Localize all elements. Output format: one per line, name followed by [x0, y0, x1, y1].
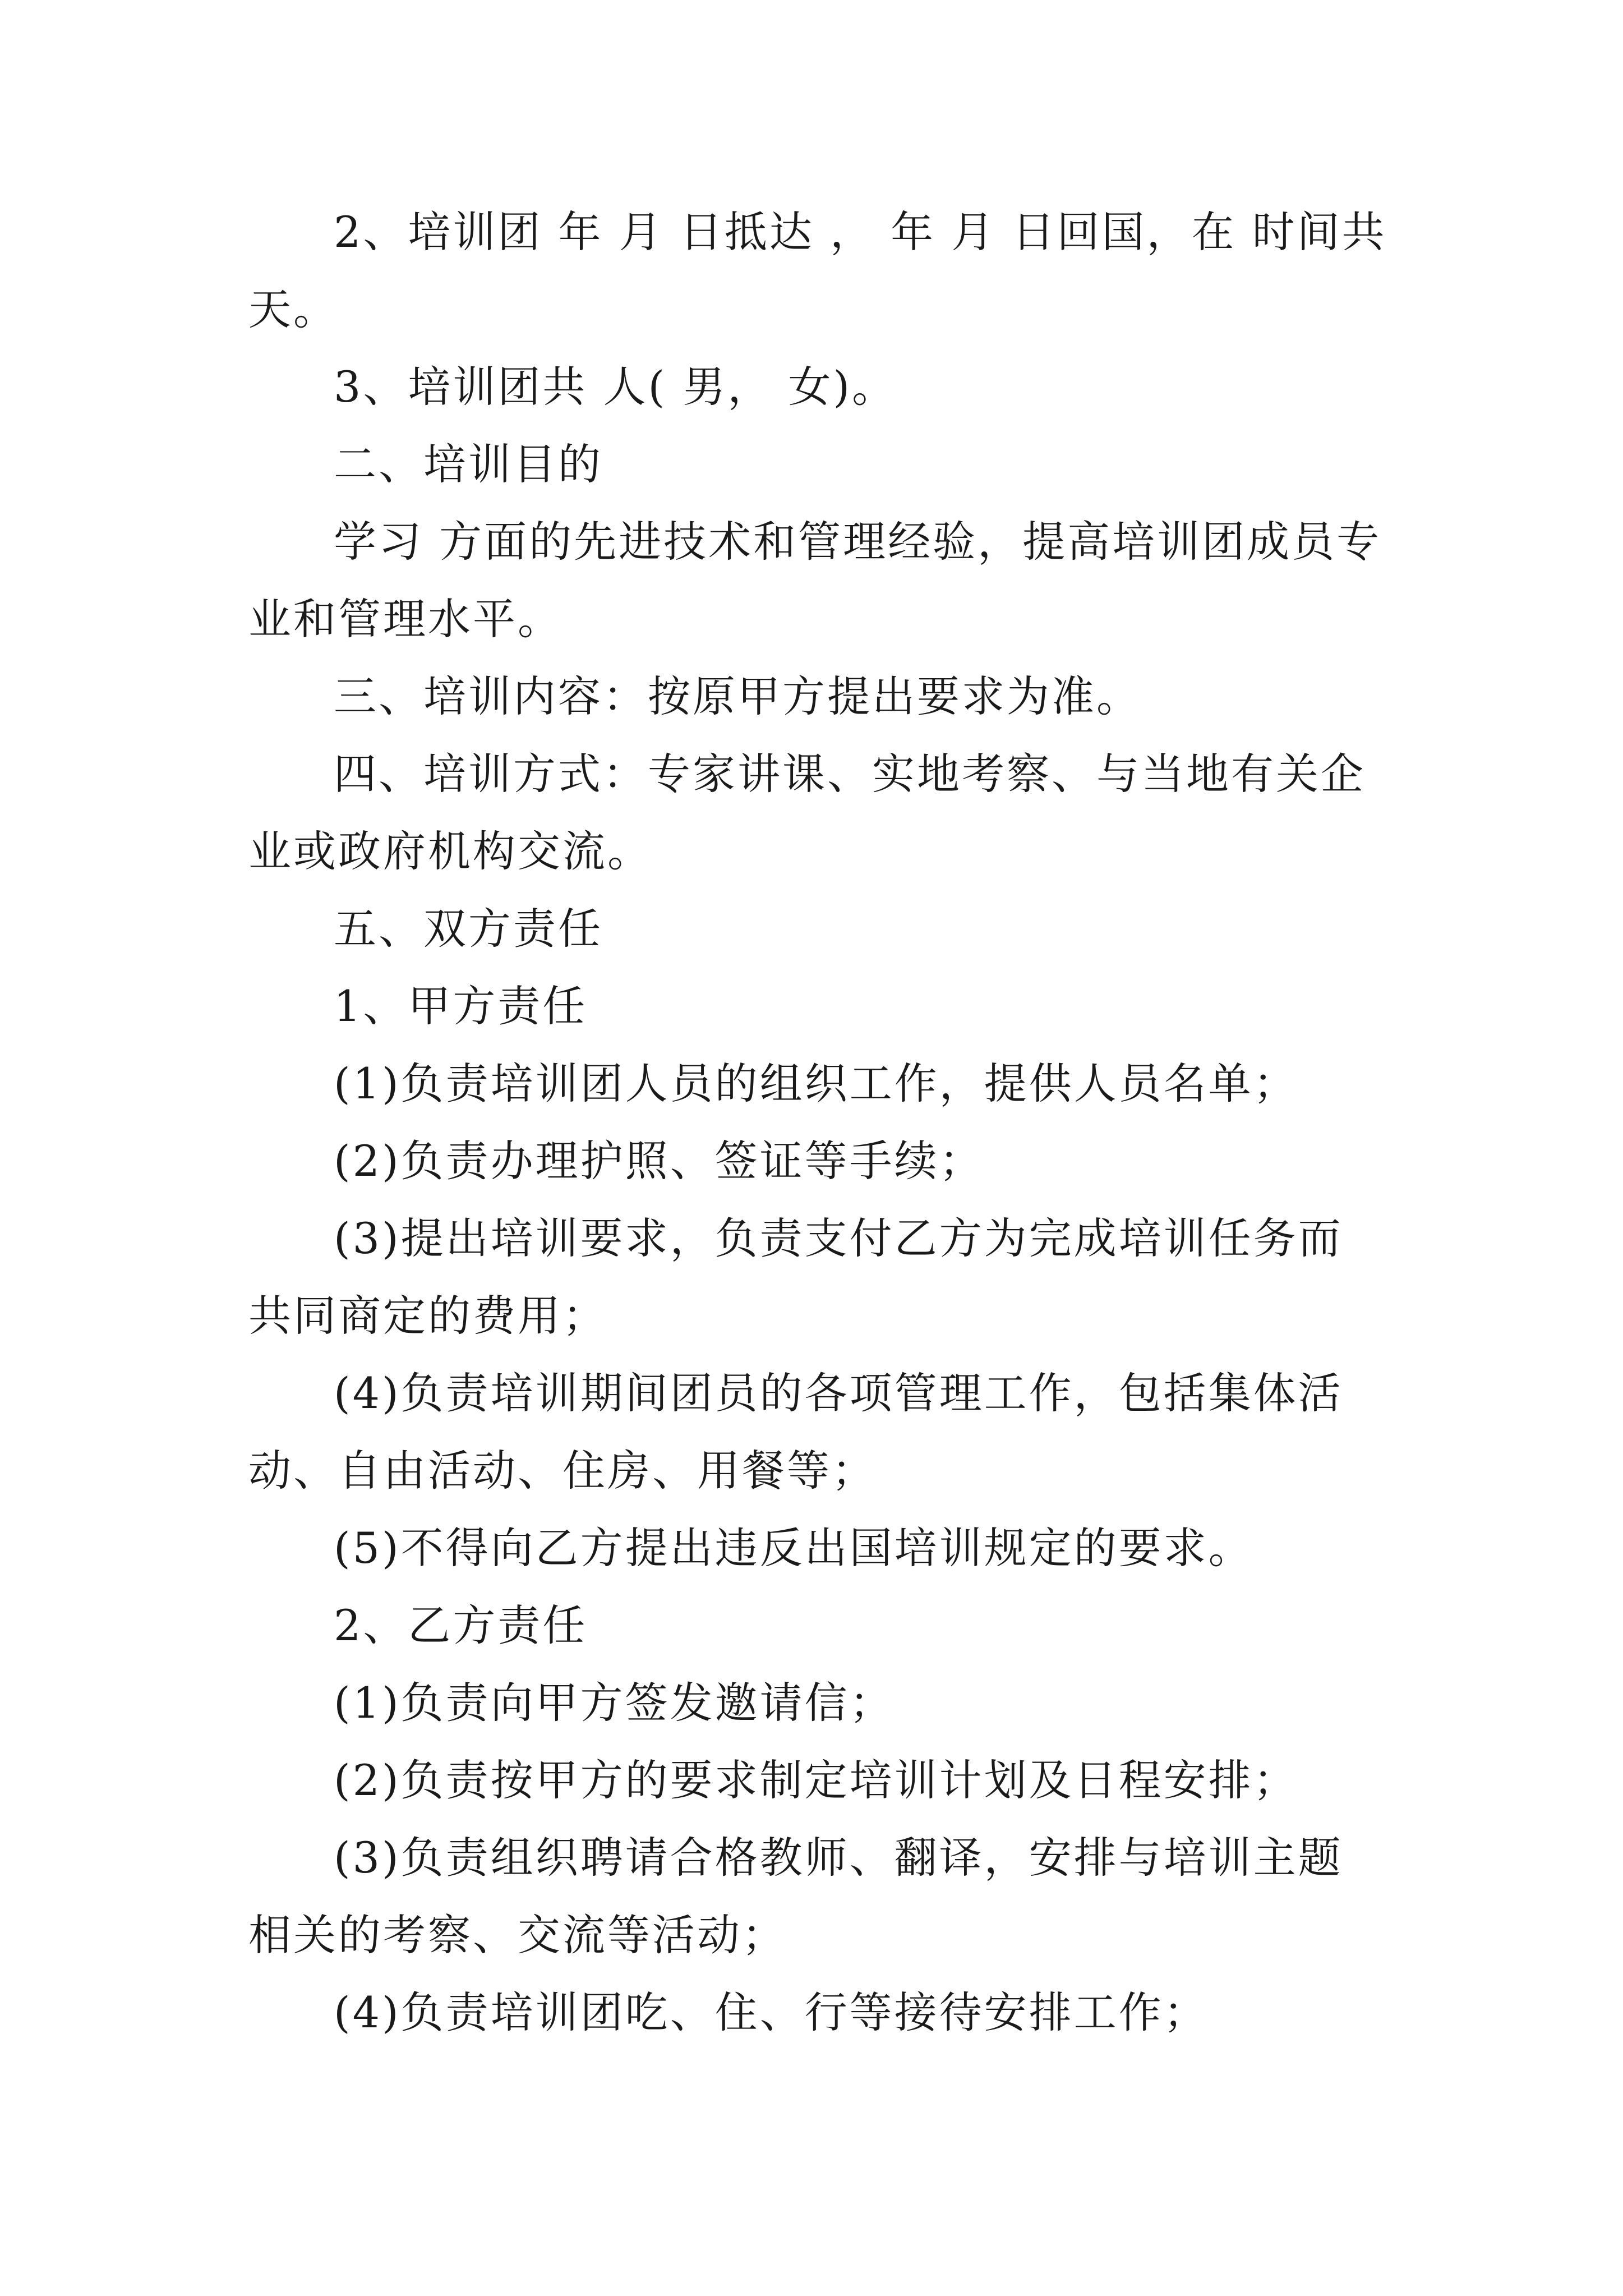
heading-party-b-responsibilities: 2、乙方责任 [334, 1600, 588, 1650]
list-item-party-b-3: (3)负责组织聘请合格教师、翻译，安排与培训主题相关的考察、交流等活动； [248, 1833, 1343, 1960]
list-item-party-a-5: (5)不得向乙方提出违反出国培训规定的要求。 [334, 1523, 1253, 1573]
list-item-party-b-1: (1)负责向甲方签发邀请信； [334, 1678, 895, 1728]
paragraph-training-method: 四、培训方式：专家讲课、实地考察、与当地有关企业或政府机构交流。 [248, 749, 1366, 876]
paragraph-arrival-return-dates: 2、培训团 年 月 日抵达 ， 年 月 日回国，在 时间共 天。 [248, 207, 1403, 334]
list-item-party-a-2: (2)负责办理护照、签证等手续； [334, 1136, 984, 1186]
list-item-party-a-4: (4)负责培训期间团员的各项管理工作，包括集体活动、自由活动、住房、用餐等； [248, 1368, 1343, 1496]
heading-training-purpose: 二、培训目的 [334, 439, 603, 489]
paragraph-training-content: 三、培训内容：按原甲方提出要求为准。 [334, 671, 1141, 721]
document-body [248, 194, 1403, 2051]
paragraph-training-purpose: 学习 方面的先进技术和管理经验，提高培训团成员专业和管理水平。 [248, 517, 1382, 644]
heading-party-a-responsibilities: 1、甲方责任 [334, 981, 588, 1031]
list-item-party-b-2: (2)负责按甲方的要求制定培训计划及日程安排； [334, 1755, 1298, 1805]
list-item-party-a-3: (3)提出培训要求，负责支付乙方为完成培训任务而共同商定的费用； [248, 1213, 1343, 1341]
heading-responsibilities: 五、双方责任 [334, 904, 603, 954]
list-item-party-b-4: (4)负责培训团吃、住、行等接待安排工作； [334, 1987, 1209, 2037]
list-item-party-a-1: (1)负责培训团人员的组织工作，提供人员名单； [334, 1059, 1298, 1108]
paragraph-group-size: 3、培训团共 人( 男， 女)。 [334, 362, 897, 412]
